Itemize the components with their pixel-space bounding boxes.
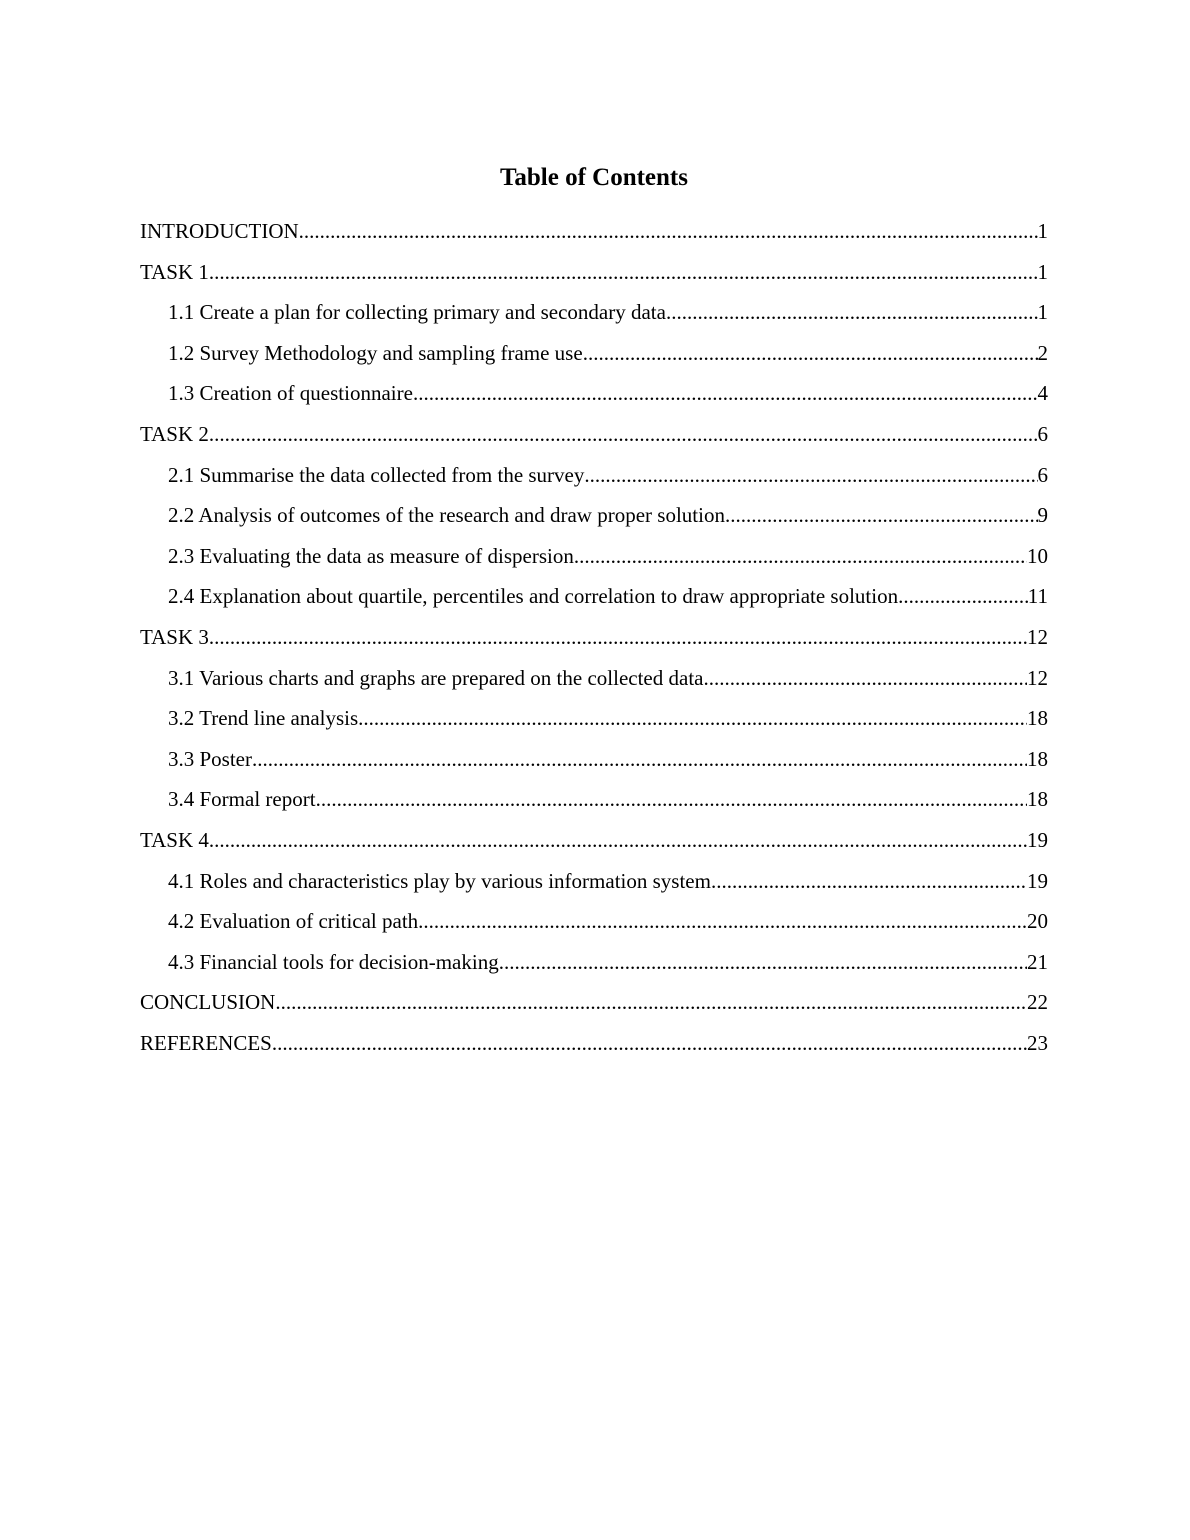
toc-dot-leader: [299, 211, 1038, 252]
toc-entry[interactable]: [140, 861, 1048, 902]
toc-entry[interactable]: [140, 536, 1048, 577]
toc-entry-page: 10: [1027, 543, 1048, 568]
toc-dot-leader: [272, 1023, 1027, 1064]
toc-dot-leader: [666, 292, 1038, 333]
toc-entry[interactable]: [140, 333, 1048, 374]
toc-entry-page: 20: [1027, 909, 1048, 934]
toc-dot-leader: [209, 414, 1038, 455]
toc-entry-label: TASK 4: [140, 827, 209, 852]
toc-entry-page: 18: [1027, 746, 1048, 771]
toc-dot-leader: [574, 536, 1027, 577]
toc-entry-label: 2.2 Analysis of outcomes of the research and draw proper solution: [168, 503, 725, 528]
toc-dot-leader: [209, 820, 1027, 861]
toc-entry-page: 22: [1027, 990, 1048, 1015]
toc-entry-page: 23: [1027, 1030, 1048, 1055]
toc-dot-leader: [725, 495, 1038, 536]
toc-entry-label: 3.1 Various charts and graphs are prepared on the collected data: [168, 665, 704, 690]
toc-entry-page: 2: [1037, 340, 1048, 365]
toc-entry-label: CONCLUSION: [140, 990, 276, 1015]
toc-entry-label: 2.1 Summarise the data collected from the survey: [168, 462, 585, 487]
toc-entry-page: 12: [1027, 665, 1048, 690]
toc-dot-leader: [898, 576, 1028, 617]
toc-entry-label: 4.3 Financial tools for decision-making: [168, 949, 499, 974]
toc-dot-leader: [584, 455, 1037, 496]
toc-entry-label: INTRODUCTION: [140, 219, 299, 243]
toc-dot-leader: [499, 942, 1027, 983]
toc-entry-page: 6: [1037, 421, 1048, 446]
toc-entry-page: 4: [1037, 381, 1048, 406]
toc-entry-page: 18: [1027, 787, 1048, 812]
table-of-contents: [140, 211, 1048, 1063]
toc-entry-page: 6: [1037, 462, 1048, 487]
toc-entry-page: 19: [1027, 827, 1048, 852]
toc-dot-leader: [209, 252, 1038, 293]
toc-entry[interactable]: [140, 739, 1048, 780]
toc-entry[interactable]: [140, 576, 1048, 617]
toc-entry-page: 1: [1037, 259, 1048, 284]
toc-dot-leader: [418, 901, 1027, 942]
toc-entry[interactable]: [140, 495, 1048, 536]
toc-entry-page: 1: [1037, 300, 1048, 325]
toc-dot-leader: [711, 861, 1027, 902]
toc-entry[interactable]: [140, 982, 1048, 1023]
toc-entry-label: 1.2 Survey Methodology and sampling frame use: [168, 340, 583, 365]
toc-dot-leader: [316, 779, 1027, 820]
toc-dot-leader: [252, 739, 1027, 780]
toc-entry-label: 4.1 Roles and characteristics play by various information system: [168, 868, 711, 893]
toc-entry[interactable]: [140, 617, 1048, 658]
toc-dot-leader: [583, 333, 1038, 374]
toc-entry-label: 1.1 Create a plan for collecting primary and secondary data: [168, 300, 666, 325]
toc-entry[interactable]: [140, 455, 1048, 496]
toc-entry[interactable]: [140, 779, 1048, 820]
toc-entry[interactable]: [140, 1023, 1048, 1064]
toc-dot-leader: [275, 982, 1027, 1023]
toc-entry-label: 1.3 Creation of questionnaire: [168, 381, 413, 406]
toc-entry-page: 18: [1027, 706, 1048, 731]
toc-entry-page: 21: [1027, 949, 1048, 974]
toc-entry-label: REFERENCES: [140, 1030, 272, 1055]
toc-entry-label: 2.4 Explanation about quartile, percentiles and correlation to draw appropriate solution: [168, 584, 899, 609]
toc-dot-leader: [413, 373, 1038, 414]
toc-entry-label: TASK 2: [140, 421, 209, 446]
toc-entry-page: 19: [1027, 868, 1048, 893]
toc-entry-label: 3.2 Trend line analysis: [168, 706, 359, 731]
toc-entry-label: 4.2 Evaluation of critical path: [168, 909, 419, 934]
toc-entry-label: 3.4 Formal report: [168, 787, 316, 812]
toc-entry[interactable]: [140, 211, 1048, 252]
toc-entry[interactable]: [140, 658, 1048, 699]
toc-entry-label: TASK 3: [140, 624, 209, 649]
toc-entry[interactable]: [140, 292, 1048, 333]
toc-entry-label: TASK 1: [140, 259, 209, 284]
toc-entry[interactable]: [140, 252, 1048, 293]
toc-entry-label: 2.3 Evaluating the data as measure of dispersion: [168, 543, 574, 568]
toc-entry[interactable]: [140, 373, 1048, 414]
toc-dot-leader: [209, 617, 1027, 658]
toc-entry-label: 3.3 Poster: [168, 746, 252, 771]
toc-entry-page: 9: [1037, 503, 1048, 528]
toc-entry[interactable]: [140, 698, 1048, 739]
page-title: Table of Contents: [500, 164, 688, 191]
toc-entry[interactable]: [140, 820, 1048, 861]
toc-dot-leader: [703, 658, 1027, 699]
toc-dot-leader: [358, 698, 1027, 739]
toc-entry[interactable]: [140, 414, 1048, 455]
toc-entry-page: 1: [1037, 219, 1048, 243]
toc-entry-page: 11: [1027, 584, 1048, 609]
toc-entry[interactable]: [140, 942, 1048, 983]
toc-entry[interactable]: [140, 901, 1048, 942]
toc-entry-page: 12: [1027, 624, 1048, 649]
